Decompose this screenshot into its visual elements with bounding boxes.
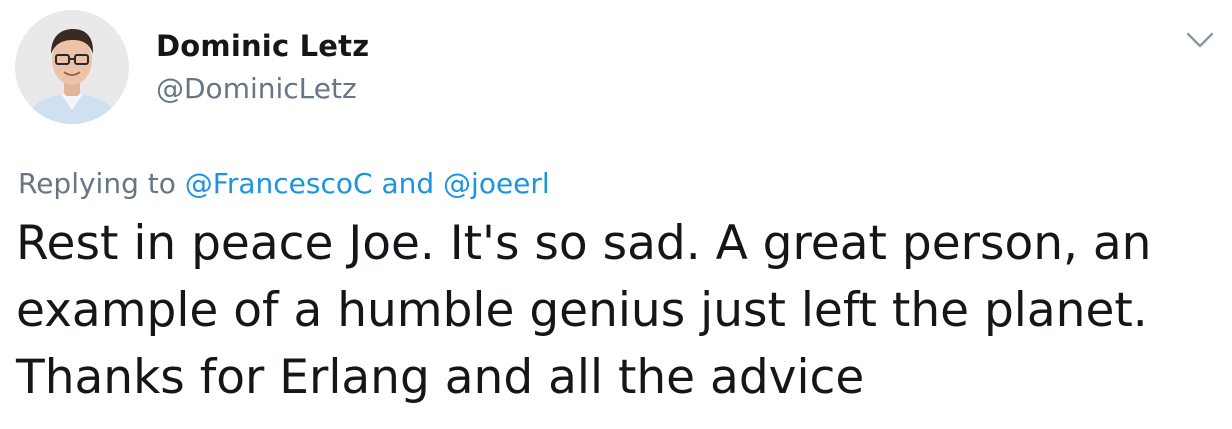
avatar[interactable] bbox=[15, 10, 129, 124]
mention-link[interactable]: @joeerl bbox=[443, 167, 550, 200]
replying-to bbox=[18, 164, 550, 204]
replying-to-label: Replying to bbox=[18, 167, 176, 200]
chevron-down-icon[interactable] bbox=[1184, 28, 1216, 52]
display-name: Dominic Letz bbox=[156, 29, 370, 63]
tweet-text: Rest in peace Joe. It's so sad. A great person, an example of a humble genius just left the planet. Thanks for Erlang and all the advice bbox=[16, 216, 1152, 405]
mention-link[interactable]: @FrancescoC bbox=[184, 167, 373, 200]
mention-joiner: and bbox=[381, 167, 435, 200]
user-info[interactable] bbox=[156, 26, 369, 109]
user-handle: @DominicLetz bbox=[156, 72, 357, 105]
avatar-photo-icon bbox=[15, 10, 129, 124]
